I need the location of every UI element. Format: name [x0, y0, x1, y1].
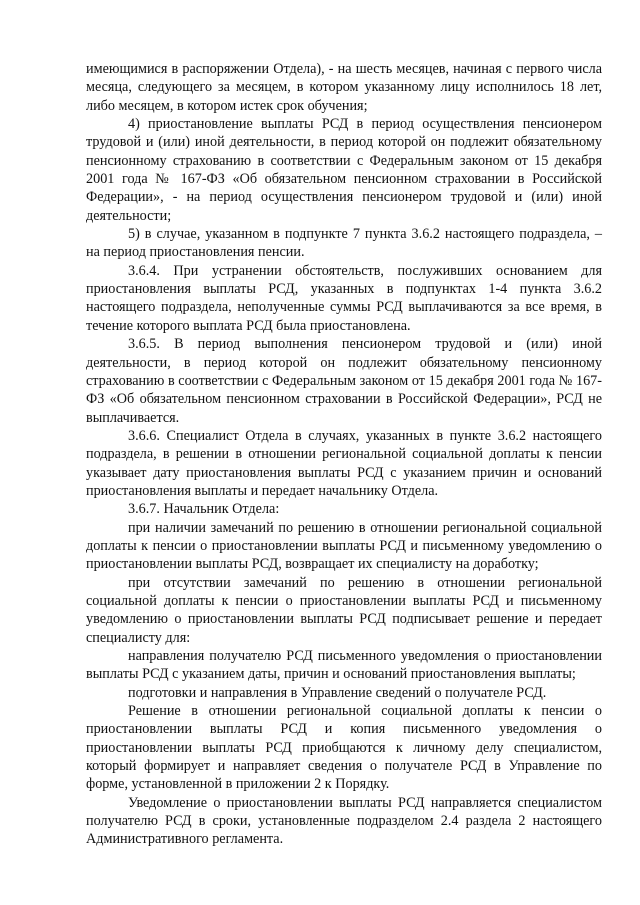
paragraph-3-6-4: 3.6.4. При устранении обстоятельств, послуживших основанием для приостановления выплаты РСД, указанных в подпунктах 1-4 пункта 3.6.2 настоящего подраздела, неполученные суммы РСД выплачиваются за все время, в течение которого выплата РСД была приостановлена.: [86, 262, 602, 334]
paragraph-prepare-info: подготовки и направления в Управление сведений о получателе РСД.: [128, 684, 547, 701]
paragraph-remarks-present: при наличии замечаний по решению в отношении региональной социальной доплаты к пенсии о приостановлении выплаты РСД и письменному уведомлению о приостановлении выплаты РСД, возвращает их специалисту на доработку;: [86, 519, 602, 573]
paragraph-3-6-6: 3.6.6. Специалист Отдела в случаях, указанных в пункте 3.6.2 настоящего подраздела, в решении в отношении региональной социальной доплаты к пенсии указывает дату приостановления выплаты РСД с указанием причин и оснований приостановления выплаты и передает начальнику Отдела.: [86, 427, 602, 499]
paragraph-notification-sent: Уведомление о приостановлении выплаты РСД направляется специалистом получателю РСД в сроки, установленные подразделом 2.4 раздела 2 настоящего Административного регламента.: [86, 794, 602, 848]
paragraph-3-6-7: 3.6.7. Начальник Отдела:: [128, 501, 280, 518]
paragraph-item-5: 5) в случае, указанном в подпункте 7 пункта 3.6.2 настоящего подраздела, – на период приостановления пенсии.: [86, 226, 602, 261]
paragraph-3-6-5: 3.6.5. В период выполнения пенсионером трудовой и (или) иной деятельности, в период которой он подлежит обязательному пенсионному страхованию в соответствии с Федеральным законом от 15 декабря 2001 года № 167-ФЗ «Об обязательном пенсионном страховании в Российской Федерации», РСД не выплачивается.: [86, 336, 602, 426]
document-body: [86, 60, 602, 849]
paragraph-send-notification: направления получателю РСД письменного уведомления о приостановлении выплаты РСД с указанием даты, причин и оснований приостановления выплаты;: [86, 648, 602, 683]
paragraph-continuation: имеющимися в распоряжении Отдела), - на шесть месяцев, начиная с первого числа месяца, следующего за месяцем, в котором указанному лицу исполнилось 18 лет, либо месяцем, в котором истек срок обучения;: [86, 61, 602, 114]
paragraph-item-4: 4) приостановление выплаты РСД в период осуществления пенсионером трудовой и (или) иной деятельности, в период которой он подлежит обязательному пенсионному страхованию в соответствии с Федеральным законом от 15 декабря 2001 года № 167-ФЗ «Об обязательном пенсионном страховании в Российской Федерации», - на период осуществления пенсионером трудовой и (или) иной деятельности;: [86, 116, 602, 224]
paragraph-remarks-absent: при отсутствии замечаний по решению в отношении региональной социальной доплаты к пенсии о приостановлении выплаты РСД и письменному уведомлению о приостановлении выплаты РСД подписывает решение и передает специалисту для:: [86, 574, 602, 646]
paragraph-decision-attached: Решение в отношении региональной социальной доплаты к пенсии о приостановлении выплаты РСД и копия письменного уведомления о приостановлении выплаты РСД приобщаются к личному делу специалистом, который формирует и направляет сведения о получателе РСД в Управление по форме, установленной в приложении 2 к Порядку.: [86, 703, 602, 793]
